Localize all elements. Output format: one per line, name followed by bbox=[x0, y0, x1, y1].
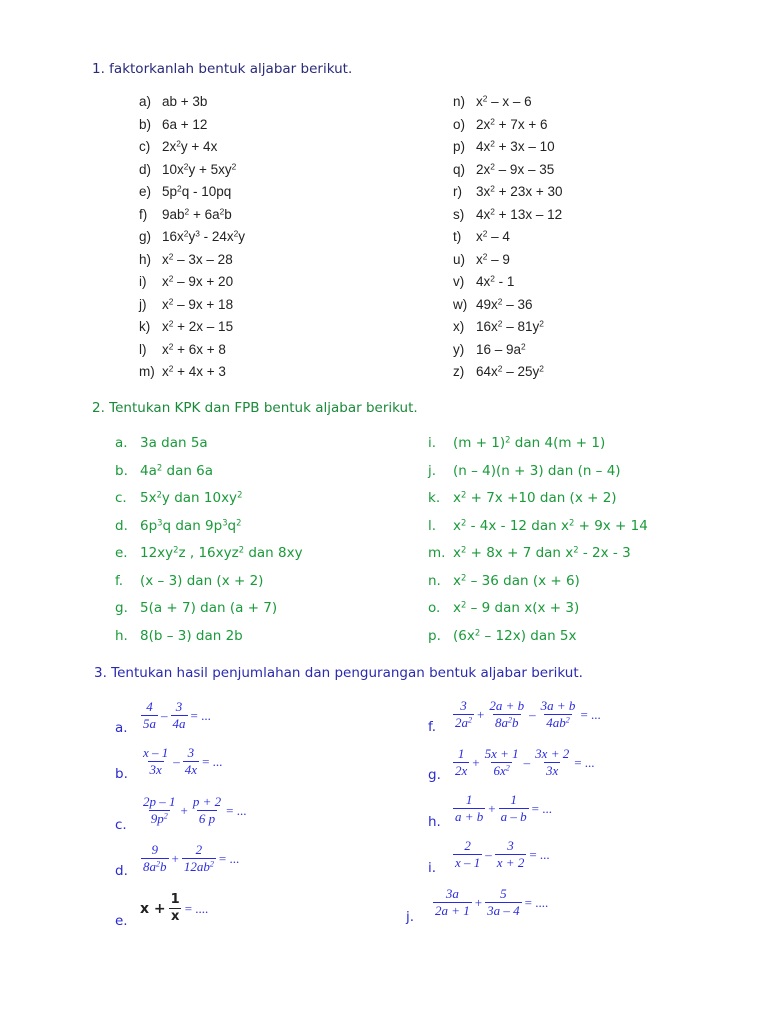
denominator: a + b bbox=[455, 809, 484, 824]
item-label: i) bbox=[139, 274, 147, 289]
item-label: u) bbox=[453, 251, 466, 267]
numerator: 3 bbox=[507, 838, 514, 853]
denominator: 3a – 4 bbox=[487, 903, 520, 918]
operator: – bbox=[529, 706, 536, 722]
fraction bbox=[141, 843, 169, 874]
fraction bbox=[433, 887, 472, 918]
fraction-expression bbox=[140, 700, 213, 731]
denominator: x – 1 bbox=[455, 855, 481, 870]
fraction bbox=[182, 843, 216, 874]
item-expression: $x^2 - 9x + 20$ bbox=[162, 273, 234, 289]
item-expression: $64x^2 - 25y^2$ bbox=[476, 363, 544, 379]
item-label: j. bbox=[406, 909, 415, 925]
expression-tail: = ... bbox=[574, 754, 595, 770]
item-label: j. bbox=[428, 462, 437, 479]
fraction bbox=[141, 746, 170, 777]
item-expression: $x^2 - 4$ bbox=[476, 228, 510, 244]
item-label: c) bbox=[139, 139, 151, 154]
fraction-expression bbox=[140, 795, 248, 826]
item-label: f) bbox=[139, 206, 148, 222]
denominator: 2x bbox=[455, 763, 468, 778]
item-expression: $16 - 9a^2$ bbox=[476, 340, 526, 357]
item-label: i. bbox=[428, 435, 437, 451]
fraction bbox=[141, 700, 158, 731]
item-expression: (x – 3) dan (x + 2) bbox=[140, 572, 264, 589]
item-label: g. bbox=[115, 600, 128, 616]
expression-tail: = ... bbox=[190, 707, 211, 723]
expression-prefix: x + bbox=[140, 900, 166, 917]
item-expression: ab + 3b bbox=[162, 94, 208, 109]
expression-tail: = ... bbox=[531, 800, 552, 816]
item-label: c. bbox=[115, 817, 127, 833]
item-label: f. bbox=[115, 572, 124, 589]
section-1-title: 1. faktorkanlah bentuk aljabar berikut. bbox=[92, 61, 353, 77]
item-label: z) bbox=[453, 364, 465, 379]
fraction bbox=[499, 793, 529, 824]
item-label: g. bbox=[428, 767, 441, 783]
item-label: y) bbox=[453, 341, 465, 357]
item-expression: $x^2$ – x – 6 bbox=[476, 93, 532, 109]
item-label: n) bbox=[453, 94, 466, 109]
item-expression: $(m + 1)^2$ dan 4(m + 1) bbox=[453, 434, 606, 451]
numerator: 2p – 1 bbox=[143, 794, 176, 809]
item-expression: $2x^2 - 9x - 35$ bbox=[476, 160, 555, 177]
denominator: 3x bbox=[149, 762, 162, 777]
expression-tail: = ... bbox=[226, 802, 247, 818]
item-label: b. bbox=[115, 462, 128, 479]
item-expression: $x^2 + 4x + 3$ bbox=[162, 363, 226, 379]
item-label: m. bbox=[428, 545, 446, 561]
operator: – bbox=[485, 846, 492, 862]
numerator: 1 bbox=[170, 892, 180, 907]
fraction-expression bbox=[140, 893, 210, 924]
denominator: 4a bbox=[172, 716, 186, 731]
expression-tail: = ... bbox=[529, 846, 550, 862]
denominator: 5a bbox=[143, 716, 156, 731]
numerator: 4 bbox=[146, 699, 153, 714]
numerator: 3a bbox=[445, 886, 459, 901]
item-label: w) bbox=[453, 296, 468, 312]
fraction bbox=[453, 747, 469, 778]
item-label: l. bbox=[428, 517, 437, 534]
item-expression: $5x^2y$ dan $10xy^2$ bbox=[140, 489, 243, 506]
item-label: p. bbox=[428, 627, 441, 644]
numerator: x – 1 bbox=[143, 745, 169, 760]
item-label: x) bbox=[453, 319, 465, 334]
denominator: 4x bbox=[184, 762, 198, 777]
numerator: 3 bbox=[460, 698, 467, 713]
item-label: g) bbox=[139, 229, 152, 244]
numerator: 3a + b bbox=[540, 698, 576, 713]
numerator: 2 bbox=[195, 842, 203, 857]
item-label: v) bbox=[453, 274, 465, 289]
fraction bbox=[141, 795, 178, 826]
numerator: 9 bbox=[151, 842, 159, 857]
numerator: p + 2 bbox=[192, 794, 222, 809]
item-label: h. bbox=[115, 627, 128, 644]
item-label: o) bbox=[453, 116, 466, 132]
item-expression: $x^2 - 4x - 12$ dan $x^2 + 9x + 14$ bbox=[453, 516, 648, 534]
item-expression: $49x^2 - 36$ bbox=[476, 295, 533, 312]
numerator: 2a + b bbox=[489, 698, 525, 713]
item-expression: $2x^2 + 7x + 6$ bbox=[476, 115, 548, 132]
fraction bbox=[453, 699, 474, 730]
fraction bbox=[483, 747, 521, 778]
fraction bbox=[495, 839, 527, 870]
denominator: 2a + 1 bbox=[435, 903, 470, 918]
item-label: t) bbox=[453, 229, 462, 244]
numerator: 3 bbox=[187, 745, 195, 760]
item-label: j) bbox=[139, 296, 147, 312]
fraction-expression bbox=[432, 887, 550, 918]
item-expression: $4x^2 + 3x - 10$ bbox=[476, 138, 555, 154]
item-expression: $x^2 + 8x + 7$ dan $x^2 - 2x - 3$ bbox=[453, 544, 631, 561]
item-label: k. bbox=[428, 490, 441, 506]
operator: + bbox=[488, 800, 496, 816]
operator: + bbox=[474, 894, 483, 910]
denominator: $9p^2$ bbox=[150, 811, 168, 826]
expression-tail: = .... bbox=[184, 900, 209, 916]
item-expression: $16x^2y^3 - 24x^2y$ bbox=[162, 228, 246, 244]
item-expression: 3a dan 5a bbox=[140, 435, 208, 451]
item-label: e. bbox=[115, 545, 128, 561]
fraction-expression bbox=[140, 746, 224, 777]
numerator: 5x + 1 bbox=[484, 746, 519, 761]
item-label: m) bbox=[139, 364, 155, 379]
item-label: f. bbox=[428, 719, 437, 735]
denominator: x bbox=[170, 909, 180, 924]
fraction bbox=[487, 699, 526, 730]
fraction-expression bbox=[452, 793, 554, 824]
item-expression: $16x^2 - 81y^2$ bbox=[476, 318, 544, 334]
item-label: h. bbox=[428, 814, 441, 830]
operator: + bbox=[472, 754, 480, 770]
fraction bbox=[453, 839, 482, 870]
item-label: o. bbox=[428, 600, 441, 616]
item-label: a. bbox=[115, 435, 128, 451]
item-expression: $(6x^2 - 12x)$ dan 5x bbox=[453, 626, 577, 644]
item-label: b. bbox=[115, 766, 128, 782]
item-label: q) bbox=[453, 161, 466, 177]
operator: + bbox=[477, 706, 485, 722]
item-label: k) bbox=[139, 319, 151, 334]
denominator: $2a^2$ bbox=[455, 715, 473, 730]
item-label: c. bbox=[115, 490, 127, 506]
item-expression: $x^2 + 7x +10$ dan (x + 2) bbox=[453, 489, 617, 506]
item-expression: 8(b – 3) dan 2b bbox=[140, 627, 243, 644]
operator: – bbox=[161, 707, 168, 723]
fraction-expression bbox=[452, 747, 597, 778]
denominator: 6 p bbox=[198, 811, 216, 826]
item-expression: $4x^2 + 13x - 12$ bbox=[476, 205, 563, 222]
item-expression: $5p^2q - 10pq$ bbox=[162, 183, 232, 199]
operator: + bbox=[180, 802, 188, 818]
denominator: $6x^2$ bbox=[493, 763, 510, 778]
item-expression: $x^2 - 9$ dan x(x + 3) bbox=[453, 599, 580, 616]
denominator: $4ab^2$ bbox=[546, 715, 570, 730]
item-expression: $x^2 - 3x - 28$ bbox=[162, 250, 233, 267]
numerator: 3x + 2 bbox=[535, 746, 570, 761]
section-2-title: 2. Tentukan KPK dan FPB bentuk aljabar berikut. bbox=[92, 400, 418, 416]
item-label: b) bbox=[139, 116, 152, 132]
item-expression: $x^2 + 2x - 15$ bbox=[162, 318, 234, 334]
expression-tail: = ... bbox=[580, 706, 601, 722]
item-expression: $3x^2 + 23x + 30$ bbox=[476, 183, 563, 199]
fraction-expression bbox=[140, 843, 241, 874]
fraction bbox=[169, 893, 182, 924]
numerator: 1 bbox=[457, 746, 465, 761]
item-expression: $9ab^2 + 6a^2b$ bbox=[162, 205, 232, 222]
item-expression: (n – 4)(n + 3) dan (n – 4) bbox=[453, 462, 621, 479]
item-expression: $x^2 - 9$ bbox=[476, 250, 510, 267]
denominator: $8a^2b$ bbox=[495, 715, 519, 730]
denominator: $12ab^2$ bbox=[183, 859, 214, 874]
denominator: a – b bbox=[500, 809, 527, 824]
fraction-expression bbox=[452, 839, 552, 870]
item-label: e) bbox=[139, 184, 152, 199]
item-expression: $x^2 - 36$ dan (x + 6) bbox=[453, 571, 580, 589]
denominator: x + 2 bbox=[496, 855, 525, 870]
fraction bbox=[183, 746, 199, 777]
operator: – bbox=[173, 753, 180, 769]
denominator: $8a^2b$ bbox=[143, 859, 167, 874]
fraction bbox=[533, 747, 571, 778]
fraction bbox=[171, 700, 188, 731]
fraction bbox=[191, 795, 223, 826]
item-expression: 6a + 12 bbox=[162, 116, 208, 132]
item-expression: $x^2 - 9x + 18$ bbox=[162, 295, 234, 312]
item-expression: $2x^2y + 4x$ bbox=[162, 138, 218, 154]
operator: – bbox=[523, 754, 531, 770]
numerator: 1 bbox=[465, 792, 473, 807]
denominator: 3x bbox=[546, 763, 559, 778]
fraction bbox=[539, 699, 578, 730]
item-expression: $4x^2 - 1$ bbox=[476, 273, 515, 289]
expression-tail: = ... bbox=[218, 850, 240, 866]
item-label: d. bbox=[115, 863, 128, 879]
item-label: a) bbox=[139, 94, 152, 109]
item-label: d) bbox=[139, 161, 152, 177]
item-label: i. bbox=[428, 860, 437, 876]
item-label: l) bbox=[139, 341, 147, 357]
expression-tail: = .... bbox=[524, 894, 549, 910]
item-label: n. bbox=[428, 572, 441, 589]
item-expression: $x^2 + 6x + 8$ bbox=[162, 340, 226, 357]
item-expression: 5(a + 7) dan (a + 7) bbox=[140, 600, 278, 616]
item-label: p) bbox=[453, 139, 466, 154]
item-expression: $10x^2y + 5xy^2$ bbox=[162, 160, 237, 177]
item-expression: $4a^2$ dan 6a bbox=[140, 461, 214, 479]
operator: + bbox=[171, 850, 179, 866]
section-3-title: 3. Tentukan hasil penjumlahan dan pengurangan bentuk aljabar berikut. bbox=[94, 665, 583, 681]
item-expression: $6p^3q$ dan $9p^3q^2$ bbox=[140, 516, 242, 534]
item-label: e. bbox=[115, 913, 128, 929]
item-label: a. bbox=[115, 720, 128, 736]
numerator: 1 bbox=[510, 792, 517, 807]
item-label: d. bbox=[115, 517, 128, 534]
item-label: s) bbox=[453, 206, 465, 222]
fraction bbox=[453, 793, 485, 824]
item-label: r) bbox=[453, 184, 462, 199]
numerator: 2 bbox=[464, 838, 471, 853]
numerator: 5 bbox=[500, 886, 507, 901]
fraction bbox=[485, 887, 522, 918]
fraction-expression bbox=[452, 699, 603, 730]
item-expression: $12xy^2z$ , 16xyz$^2$ dan 8xy bbox=[140, 544, 303, 561]
numerator: 3 bbox=[175, 699, 183, 714]
item-label: h) bbox=[139, 251, 152, 267]
expression-tail: = ... bbox=[202, 753, 223, 769]
